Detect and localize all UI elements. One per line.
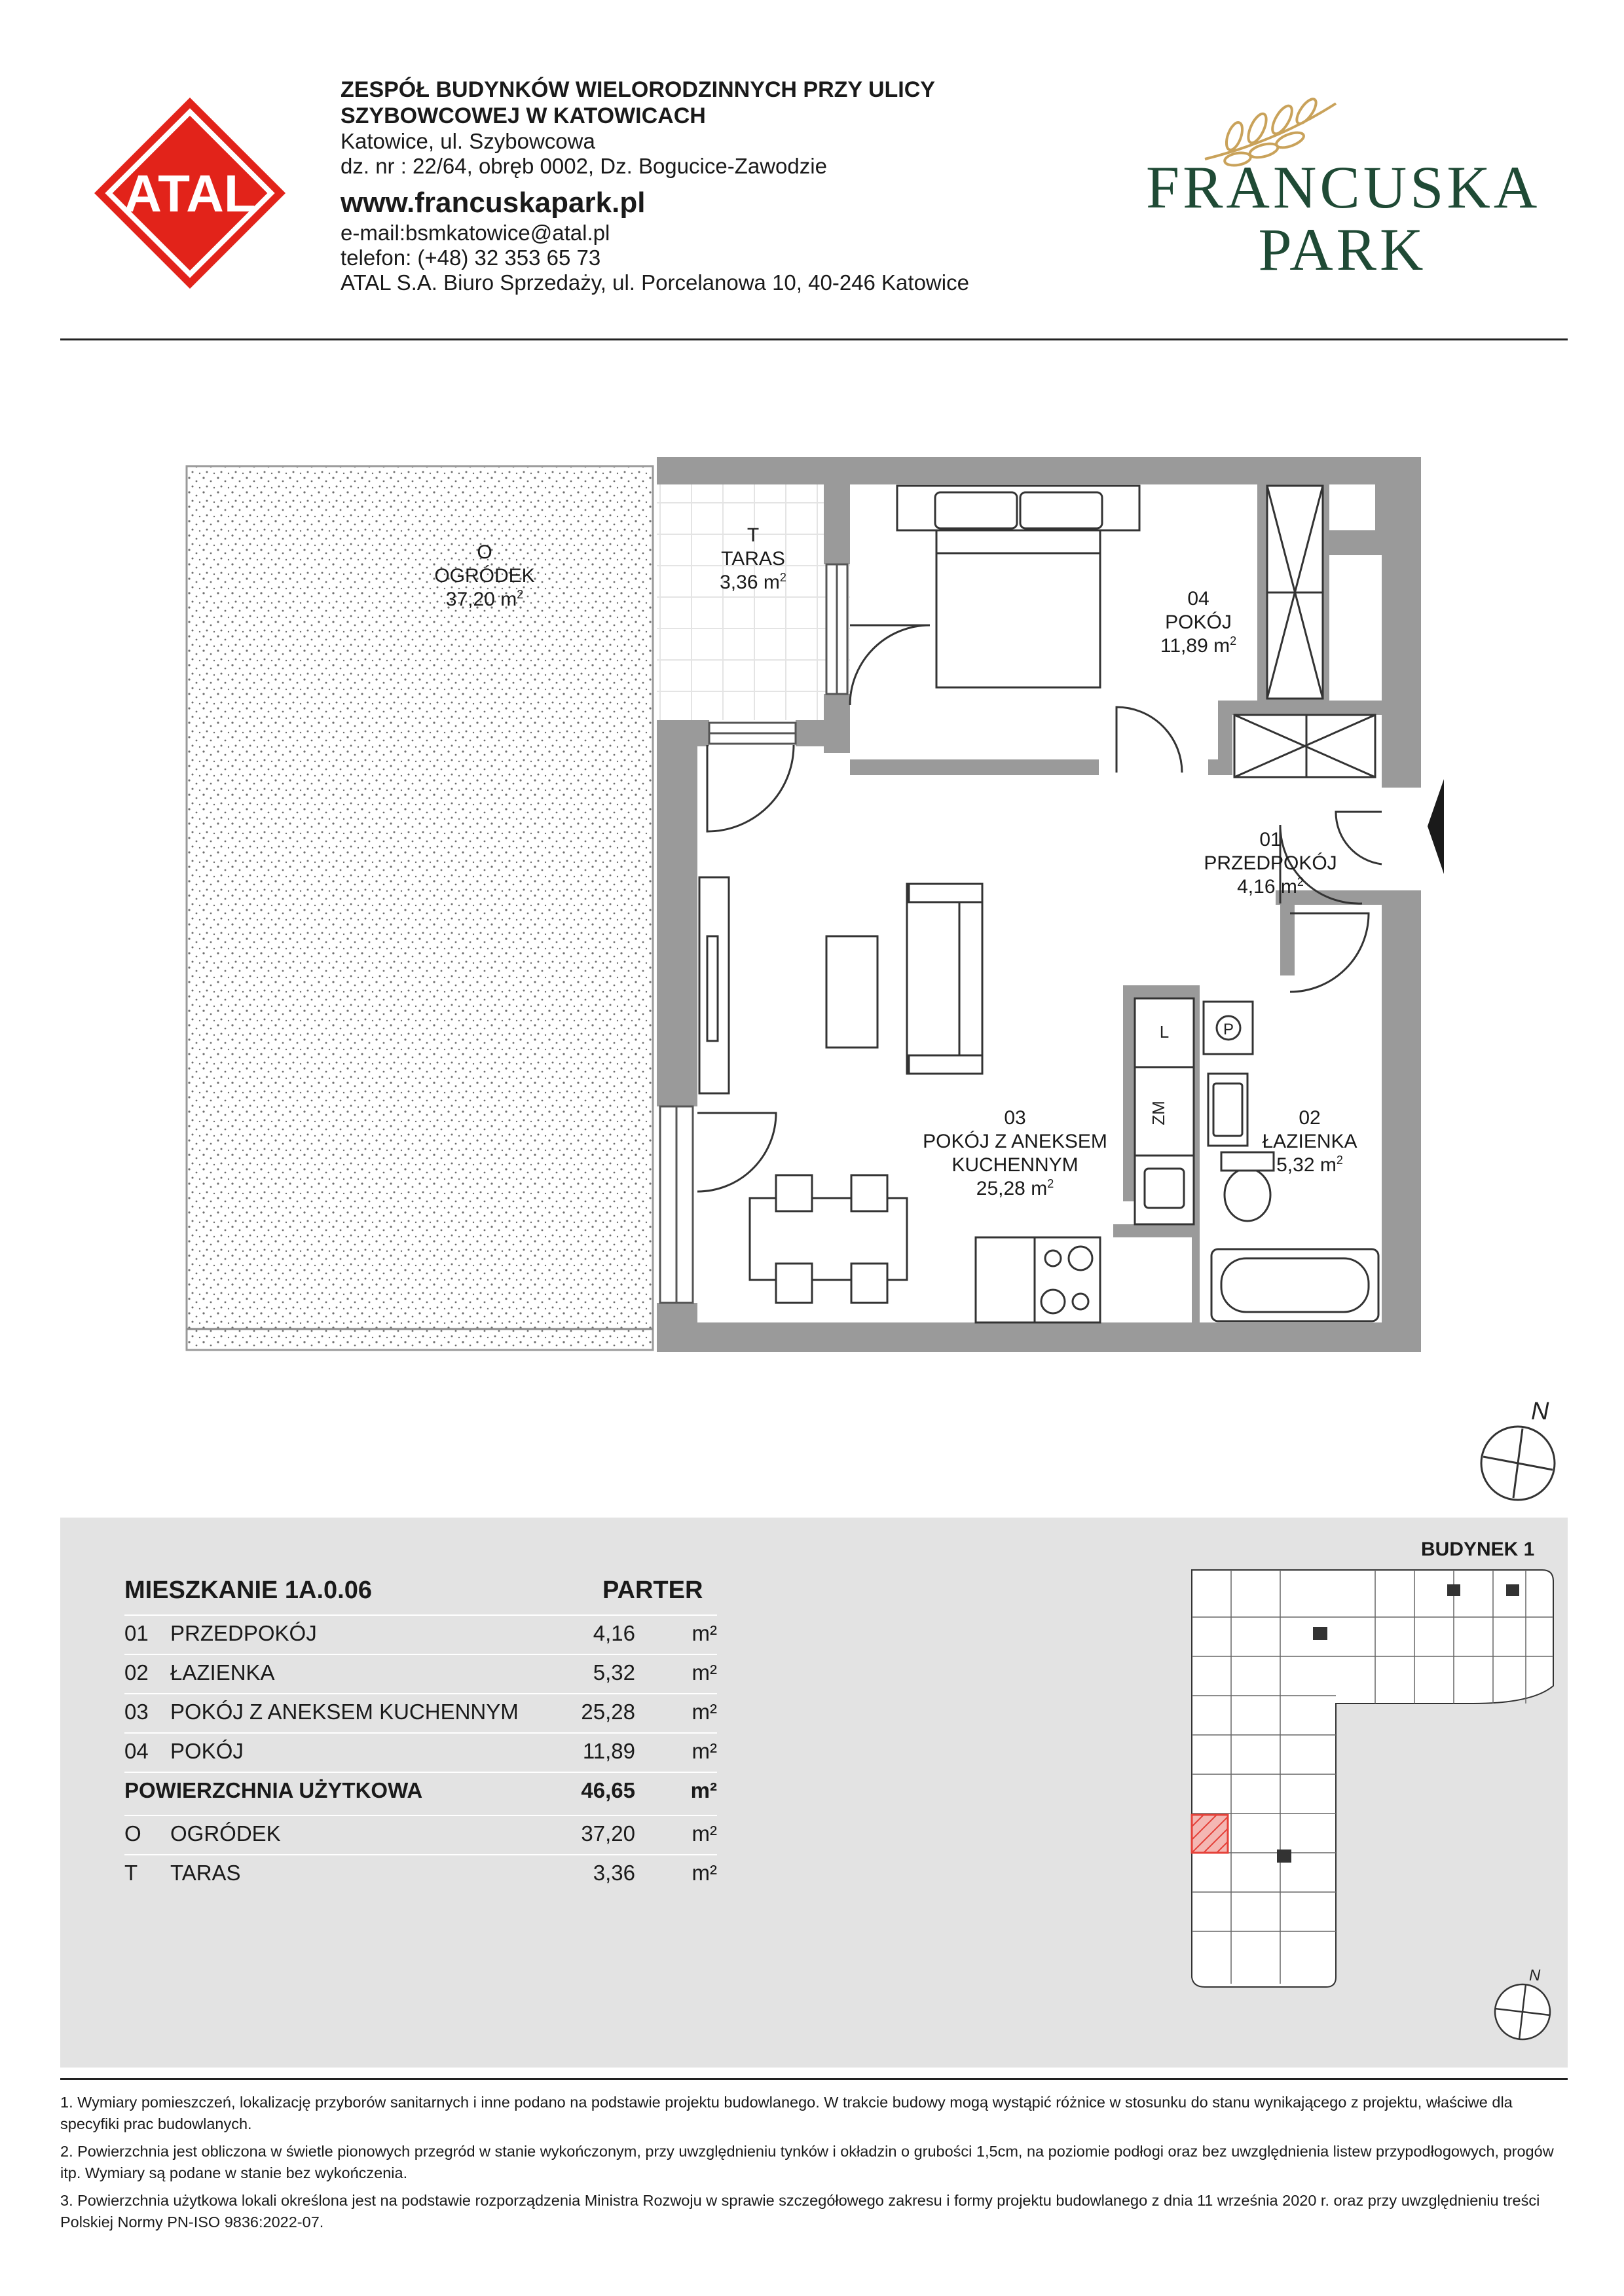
project-title-line2: SZYBOWCOWEJ W KATOWICACH [341,103,706,128]
project-parcel: dz. nr : 22/64, obręb 0002, Dz. Bogucice-Zawodzie [341,154,827,178]
entrance-arrow-icon [1428,779,1444,874]
north-label-small: N [1529,1967,1541,1984]
room-label-bedroom: 04 POKÓJ 11,89 $m^2$ [1160,588,1237,657]
project-address: Katowice, ul. Szybowcowa [341,129,595,153]
table-row: T TARAS 3,36 m² [124,1861,717,1885]
tv-cabinet-icon [699,877,729,1093]
sofa-icon [907,884,982,1074]
room-label-living: 03 POKÓJ Z ANEKSEM KUCHENNYM 25,28 $m^2$ [923,1107,1107,1199]
room-label-garden: O OGRÓDEK 37,20 $m^2$ [434,541,535,610]
brand-name-line1: FRANCUSKA [1146,154,1541,221]
apartment-highlight [1192,1815,1228,1853]
atal-logo-text: ATAL [124,164,256,223]
room-label-hall: 01 PRZEDPOKÓJ 4,16 $m^2$ [1204,829,1337,898]
project-title-line1: ZESPÓŁ BUDYNKÓW WIELORODZINNYCH PRZY ULICY [341,77,935,102]
brand-name-line2: PARK [1258,216,1427,283]
website-link[interactable]: www.francuskapark.pl [341,187,646,219]
table-row: O OGRÓDEK 37,20 m² [124,1821,717,1846]
apartment-number: MIESZKANIE 1A.0.06 [124,1576,372,1604]
table-row: 01 PRZEDPOKÓJ 4,16 m² [124,1621,717,1645]
footnote-2: 2. Powierzchnia jest obliczona w świetle pionowych przegród w stanie wykończonym, przy uwzględnieniu tynków i okładzin o grubości 1,5cm, na poziomie podłogi oraz bez uwzględnienia listew przypodłogowych, progów itp. Wymiary są podane w stanie bez wykończenia. [60,2143,1554,2182]
table-row: 04 POKÓJ 11,89 m² [124,1739,717,1763]
table-row: 03 POKÓJ Z ANEKSEM KUCHENNYM 25,28 m² [124,1700,717,1724]
room-label-bathroom: 02 ŁAZIENKA 5,32 $m^2$ [1262,1107,1357,1176]
north-compass-small-icon [1495,1967,1550,2039]
dining-table-icon [750,1175,907,1303]
fixture-label-p: P [1223,1021,1234,1038]
phone-text: telefon: (+48) 32 353 65 73 [341,246,601,270]
north-compass-icon [1481,1398,1555,1500]
coffee-table-icon [826,936,877,1048]
north-label: N [1531,1398,1549,1425]
footnote-1: 1. Wymiary pomieszczeń, lokalizację przyborów sanitarnych i inne podano na podstawie projektu budowlanego. W trakcie budowy mogą wystąpić różnice w stosunku do stanu wynikającego z projektu, właściwe dla specyfiki prac budowlanych. [60,2094,1513,2133]
table-row-total: POWIERZCHNIA UŻYTKOWA 46,65 m² [124,1778,717,1802]
floor-label: PARTER [602,1576,703,1604]
room-label-terrace: T TARAS 3,36 $m^2$ [720,524,786,593]
building-label: BUDYNEK 1 [1421,1539,1535,1560]
terrace-area [657,484,850,720]
office-address: ATAL S.A. Biuro Sprzedaży, ul. Porcelanowa 10, 40-246 Katowice [341,270,969,295]
building-key-plan [1166,1558,1572,2056]
bed-icon [897,486,1139,687]
footnote-3: 3. Powierzchnia użytkowa lokali określona jest na podstawie rozporządzenia Ministra Rozwoju w sprawie szczegółowego zakresu i formy projektu budowlanego z dnia 11 września 2020 r. oraz przy uwzględnieniu treści Polskiej Normy PN-ISO 9836:2022-07. [60,2192,1540,2231]
email-link[interactable]: e-mail:bsmkatowice@atal.pl [341,221,610,245]
footer-divider [60,2078,1568,2080]
fixture-label-zm: ZM [1149,1101,1168,1125]
fixture-label-l: L [1159,1022,1170,1042]
table-row: 02 ŁAZIENKA 5,32 m² [124,1660,717,1685]
